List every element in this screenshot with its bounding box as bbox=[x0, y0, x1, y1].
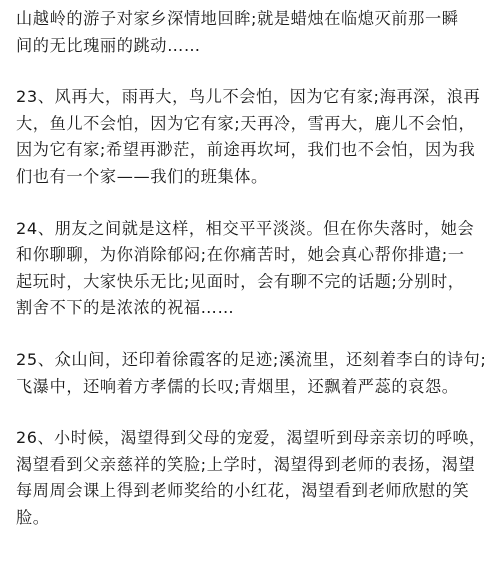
text-line: 们也有一个家——我们的班集体。 bbox=[16, 166, 268, 186]
text-line: 间的无比瑰丽的跳动…… bbox=[16, 35, 201, 55]
text-line: 和你聊聊，为你消除郁闷;在你痛苦时，她会真心帮你排遣;一 bbox=[16, 245, 465, 265]
text-line: 大，鱼儿不会怕，因为它有家;天再冷，雪再大，鹿儿不会怕， bbox=[16, 113, 476, 133]
text-line: 渴望看到父亲慈祥的笑脸;上学时，渴望得到老师的表扬，渴望 bbox=[16, 454, 476, 474]
text-line: 23、风再大，雨再大，鸟儿不会怕，因为它有家;海再深，浪再 bbox=[16, 87, 481, 107]
paragraph-24 bbox=[16, 216, 486, 322]
paragraph-fragment bbox=[16, 6, 486, 59]
text-line: 脸。 bbox=[16, 507, 50, 527]
text-line: 割舍不下的是浓浓的祝福…… bbox=[16, 298, 235, 318]
text-line: 起玩时，大家快乐无比;见面时，会有聊不完的话题;分别时， bbox=[16, 271, 465, 291]
text-line: 每周周会课上得到老师奖给的小红花，渴望看到老师欣慰的笑 bbox=[16, 481, 470, 501]
paragraph-26 bbox=[16, 425, 486, 531]
text-line: 因为它有家;希望再渺茫，前途再坎坷，我们也不会怕，因为我 bbox=[16, 140, 476, 160]
text-line: 飞瀑中，还响着方孝儒的长叹;青烟里，还飘着严蕊的哀怨。 bbox=[16, 376, 459, 396]
text-line: 山越岭的游子对家乡深情地回眸;就是蜡烛在临熄灭前那一瞬 bbox=[16, 9, 459, 28]
paragraph-gap bbox=[16, 191, 486, 216]
paragraph-gap bbox=[16, 400, 486, 425]
text-line: 24、朋友之间就是这样，相交平平淡淡。但在你失落时，她会 bbox=[16, 218, 475, 238]
text-line: 25、众山间，还印着徐霞客的足迹;溪流里，还刻着李白的诗句; bbox=[16, 349, 487, 369]
paragraph-gap bbox=[16, 59, 486, 84]
text-line: 26、小时候，渴望得到父母的宠爱，渴望听到母亲亲切的呼唤， bbox=[16, 428, 486, 448]
paragraph-gap bbox=[16, 322, 486, 347]
paragraph-23 bbox=[16, 84, 486, 190]
paragraph-25 bbox=[16, 347, 486, 400]
